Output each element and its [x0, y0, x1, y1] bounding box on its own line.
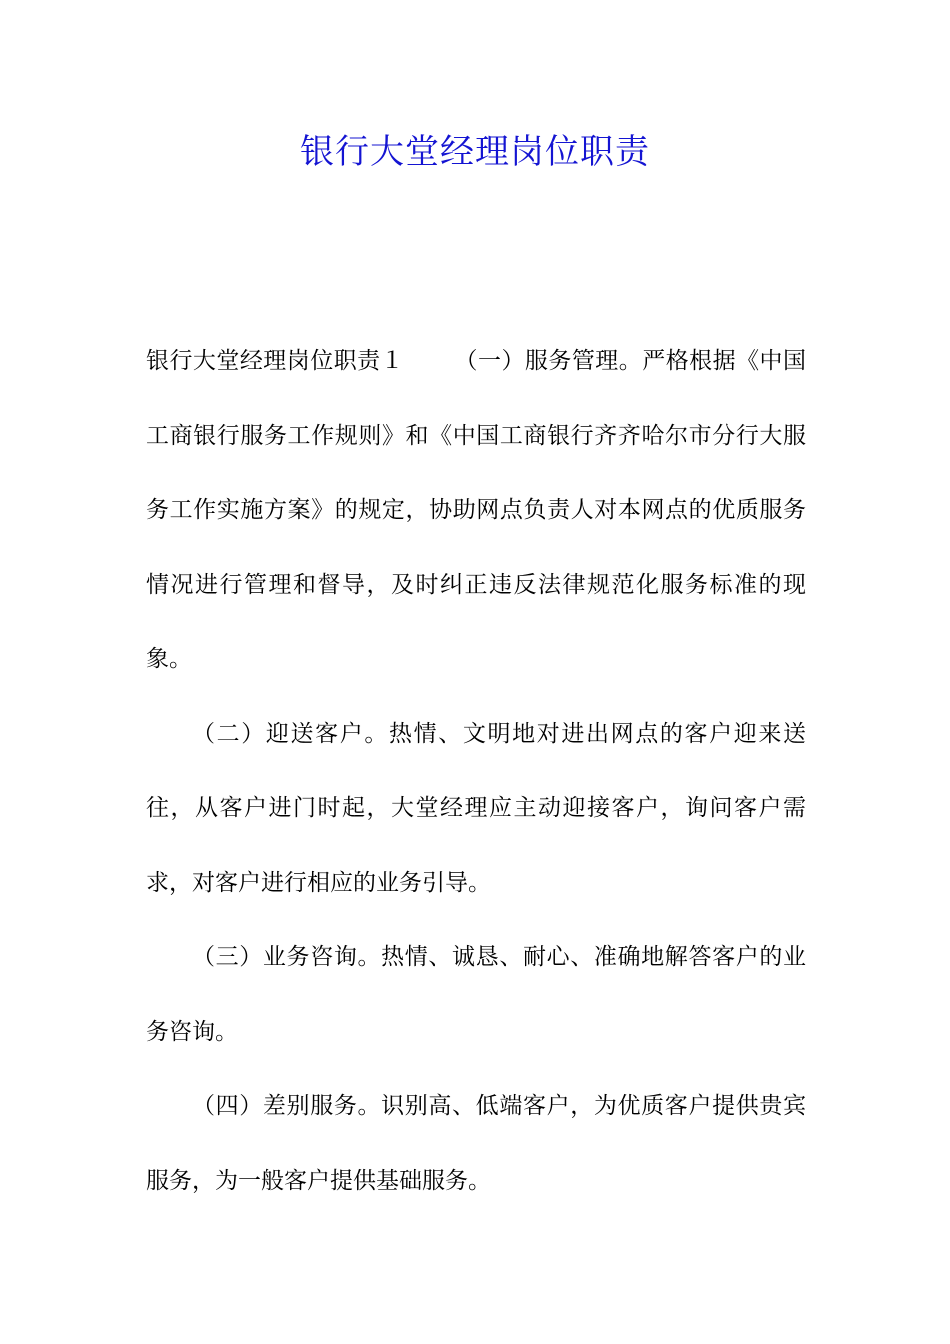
- paragraph-3: （三）业务咨询。热情、诚恳、耐心、准确地解答客户的业务咨询。: [146, 944, 806, 1045]
- paragraph-2: （二）迎送客户。热情、文明地对进出网点的客户迎来送往，从客户进门时起，大堂经理应主动迎接客户，询问客户需求，对客户进行相应的业务引导。: [146, 720, 806, 896]
- paragraph-1-text: （一）服务管理。严格根据《中国工商银行服务工作规则》和《中国工商银行齐齐哈尔市分行大服务工作实施方案》的规定，协助网点负责人对本网点的优质服务情况进行管理和督导，及时纠正违反法律规范化服务标准的现象。: [146, 348, 807, 672]
- document-title: 银行大堂经理岗位职责: [300, 132, 650, 172]
- paragraph-1: [146, 324, 806, 697]
- section-heading: 银行大堂经理岗位职责１: [146, 348, 405, 374]
- paragraph-4: （四）差别服务。识别高、低端客户，为优质客户提供贵宾服务，为一般客户提供基础服务。: [146, 1093, 806, 1194]
- document-body: [146, 324, 806, 1218]
